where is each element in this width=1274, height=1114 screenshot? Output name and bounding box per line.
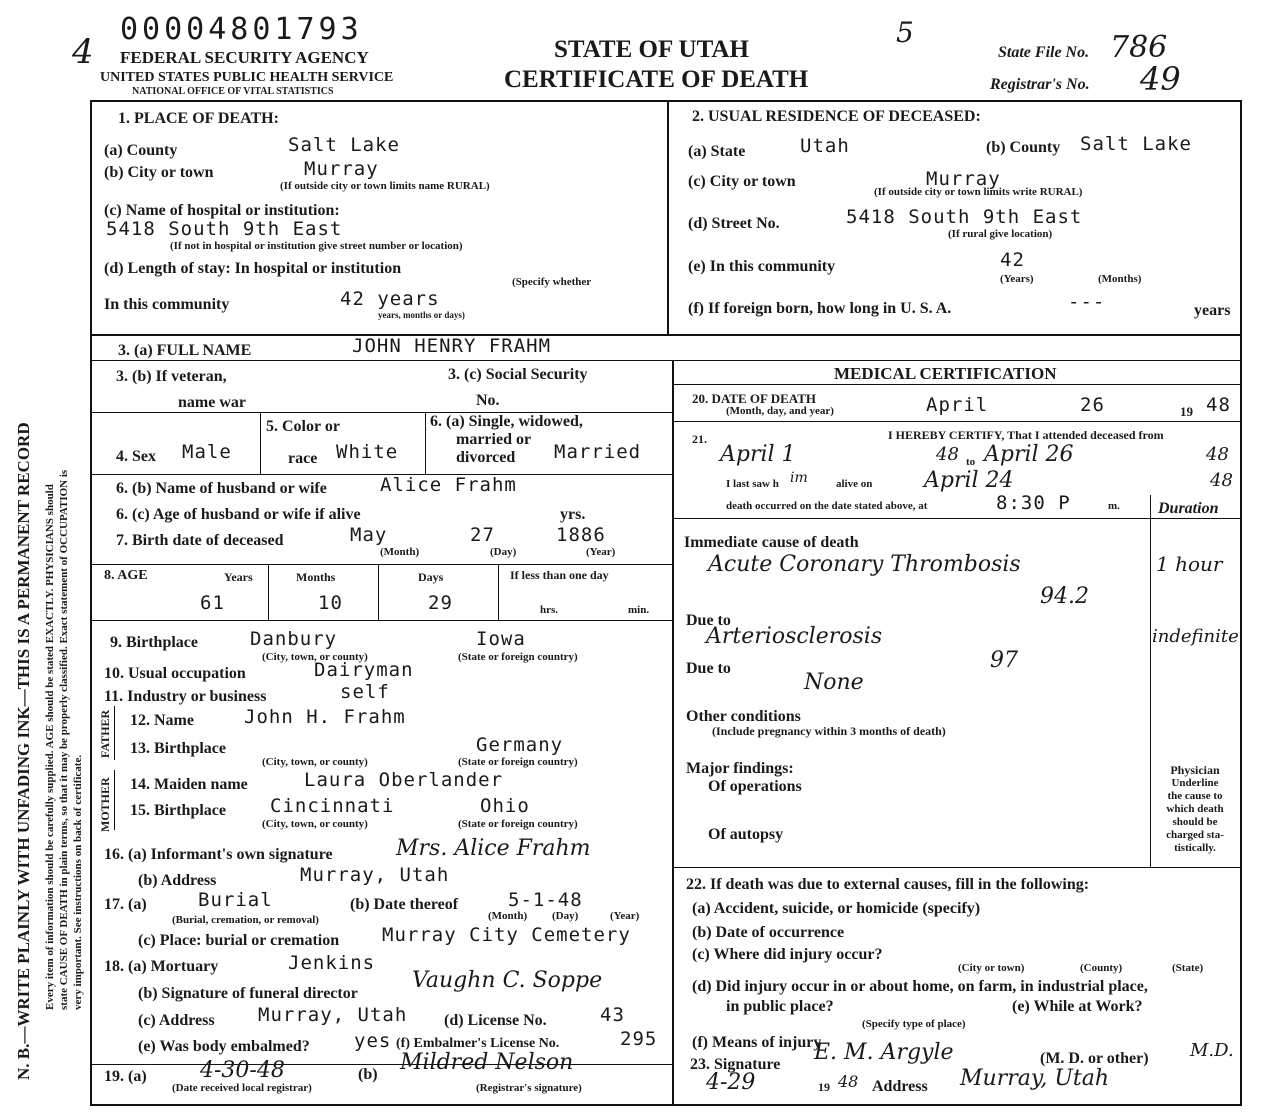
service: UNITED STATES PUBLIC HEALTH SERVICE [100,70,394,85]
veteran-sub: name war [178,394,246,411]
father-name: John H. Frahm [244,706,406,728]
embalmed-label: (e) Was body embalmed? [138,1038,310,1055]
due-to: Arteriosclerosis [706,624,883,649]
mother-state-note: (State or foreign country) [458,818,578,830]
race-label: race [288,450,318,467]
months-h: Months [296,570,336,584]
signature-year: 48 [838,1072,859,1091]
res-foreign-label: (f) If foreign born, how long in U. S. A. [688,300,952,317]
res-state: Utah [800,135,850,157]
registrar-no: 49 [1140,60,1181,98]
res-county: Salt Lake [1080,133,1192,155]
sig-year-prefix: 19 [818,1080,830,1094]
yrs: yrs. [560,506,586,523]
res-years: (Years) [1000,273,1034,285]
pod-county: Salt Lake [288,134,400,156]
agency: FEDERAL SECURITY AGENCY [120,48,369,67]
registrar-sig-label: (b) [358,1066,378,1083]
burial: Burial [198,889,273,911]
last-saw-year: 48 [1210,470,1233,491]
time: 8:30 P [996,492,1071,514]
dod-year: 48 [1206,394,1231,416]
death-occurred: death occurred on the date stated above, at [726,500,928,512]
spouse-label: 6. (b) Name of husband or wife [116,480,327,497]
margin-note-2: state CAUSE OF DEATH in plain terms, so that it may be properly classified. Exact statement of OCCUPATION is [58,469,70,1010]
burial-month: (Month) [488,910,528,922]
color-label: 5. Color or [266,418,340,435]
age-days: 29 [428,592,453,614]
other-label: Other conditions [686,708,801,725]
marital-label: 6. (a) Single, widowed, [430,413,583,430]
dod-label: 20. DATE OF DEATH [692,391,816,406]
res-street-label: (d) Street No. [688,215,780,232]
director-label: (b) Signature of funeral director [138,985,358,1002]
operations-label: Of operations [708,778,802,795]
pod-hospital: 5418 South 9th East [106,218,343,240]
license-label: (d) License No. [444,1012,547,1029]
margin-note-1: Every item of information should be carefully supplied. AGE should be stated EXACTLY. PHYSICIANS should [44,484,56,1010]
certify-num: 21. [692,432,707,446]
birth-year: 1886 [556,524,606,546]
attend-to-year: 48 [1206,444,1229,465]
office: NATIONAL OFFICE OF VITAL STATISTICS [132,86,334,97]
last-saw-label: I last saw h [726,478,779,490]
burial-day: (Day) [552,910,579,922]
res-heading: 2. USUAL RESIDENCE OF DECEASED: [692,108,981,125]
sex: Male [182,441,232,463]
days-h: Days [418,570,444,584]
informant-label: 16. (a) Informant's own signature [104,846,333,863]
mother-bp-label: 15. Birthplace [130,802,226,819]
received-note: (Date received local registrar) [172,1082,312,1094]
mother-bp-city: Cincinnati [270,795,395,817]
birthplace-state-note: (State or foreign country) [458,651,578,663]
address: Murray, Utah [300,864,450,886]
month-lbl: (Month) [380,546,420,558]
marital-sub1: married or [456,431,532,448]
father-city-note: (City, town, or county) [262,756,368,768]
address-label-med: Address [872,1078,928,1095]
min: min. [628,604,650,616]
pod-heading: 1. PLACE OF DEATH: [118,110,279,127]
address-label: (b) Address [138,872,217,889]
received: 4-30-48 [200,1058,285,1083]
duration-heading: Duration [1158,500,1219,517]
res-community: 42 [1000,249,1025,271]
margin-note-3: very important. See instructions on back of certificate. [72,754,84,1010]
due-to-label: Due to [686,612,731,629]
certify: I HEREBY CERTIFY, That I attended deceased from [888,428,1164,442]
pod-county-label: (a) County [104,142,178,159]
ss-sub: No. [476,392,500,409]
last-saw-h: im [790,470,808,486]
mother-bp-state: Ohio [480,795,530,817]
pod-community-label: In this community [104,296,230,313]
attend-from: April 1 [720,442,796,467]
signature-label: 23. Signature [690,1056,781,1073]
burial-note: (Burial, cremation, or removal) [172,914,319,926]
res-city-label: (c) City or town [688,173,796,190]
where-label: (c) Where did injury occur? [692,946,883,963]
corner-number: 5 [896,16,914,49]
pod-hospital-label: (c) Name of hospital or institution: [104,202,340,219]
less-day: If less than one day [510,568,609,582]
name-label: 3. (a) FULL NAME [118,342,252,359]
veteran-label: 3. (b) If veteran, [116,368,227,385]
place: Murray City Cemetery [382,924,631,946]
father-side-label: FATHER [98,709,112,758]
immediate-label: Immediate cause of death [684,534,859,551]
mortuary: Jenkins [288,952,376,974]
mort-addr: Murray, Utah [258,1004,408,1026]
specify-place: (Specify type of place) [862,1018,966,1030]
received-label: 19. (a) [104,1068,147,1085]
birth-month: May [350,524,388,546]
res-years-word: years [1194,302,1231,319]
corner-mark: 4 [72,32,94,72]
occupation: Dairyman [314,659,414,681]
to-label: to [966,456,976,468]
burial-label: 17. (a) [104,896,147,913]
birthplace-label: 9. Birthplace [110,634,198,651]
res-months: (Months) [1098,273,1142,285]
physician-note: Physician Underline the cause to which death should be charged sta- tistically. [1166,763,1224,854]
age-label: 8. AGE [104,568,148,583]
father-name-label: 12. Name [130,712,194,729]
burial-year: (Year) [610,910,640,922]
due-duration: indefinite [1152,626,1239,647]
age-years: 61 [200,592,225,614]
state-title: STATE OF UTAH [554,36,749,63]
mortuary-label: 18. (a) Mortuary [104,958,219,975]
physician-address: Murray, Utah [960,1066,1110,1091]
res-community-label: (e) In this community [688,258,836,275]
marital-sub2: divorced [456,449,516,466]
medical-heading: MEDICAL CERTIFICATION [834,364,1057,383]
sex-label: 4. Sex [116,448,156,465]
county-note: (County) [1080,962,1123,974]
res-state-label: (a) State [688,143,746,160]
code-1: 94.2 [1040,584,1089,609]
pod-community: 42 years [340,288,440,310]
burial-date-label: (b) Date thereof [350,896,459,913]
pod-city-label: (b) City or town [104,164,214,181]
embalmed: yes [354,1030,392,1052]
burial-date: 5-1-48 [508,889,583,911]
embalmer-label: (f) Embalmer's License No. [396,1036,560,1051]
day-lbl: (Day) [490,546,517,558]
place-label: (c) Place: burial or cremation [138,932,340,949]
city-town-note: (City or town) [958,962,1025,974]
registrar-label: Registrar's No. [990,76,1090,93]
due-to2: None [804,670,864,695]
birth-day: 27 [470,524,495,546]
res-foreign: --- [1068,291,1106,313]
accident-label: (a) Accident, suicide, or homicide (specify) [692,900,981,917]
father-state-note: (State or foreign country) [458,756,578,768]
cert-title: CERTIFICATE OF DEATH [504,66,809,93]
mother-name: Laura Oberlander [304,769,504,791]
spouse-age-label: 6. (c) Age of husband or wife if alive [116,506,361,523]
md-label: (M. D. or other) [1040,1050,1149,1067]
res-city-note: (If outside city or town limits write RURAL) [874,186,1083,198]
due-to2-label: Due to [686,660,731,677]
alive-on: alive on [836,478,873,490]
immediate-cause: Acute Coronary Thrombosis [708,552,1021,577]
years-h: Years [224,570,253,584]
marital: Married [554,441,642,463]
res-county-label: (b) County [986,139,1061,156]
registrar-note: (Registrar's signature) [476,1082,582,1094]
res-street-note: (If rural give location) [948,228,1053,240]
race: White [336,441,399,463]
pod-hospital-note: (If not in hospital or institution give street number or location) [170,240,463,252]
home-label: (d) Did injury occur in or about home, on farm, in industrial place, [692,978,1148,995]
year-lbl: (Year) [586,546,616,558]
ss-label: 3. (c) Social Security [448,366,588,383]
pod-city-note: (If outside city or town limits name RURAL) [280,180,490,192]
mother-side-label: MOTHER [98,777,112,832]
birthplace-city: Danbury [250,628,338,650]
mort-addr-label: (c) Address [138,1012,215,1029]
last-saw: April 24 [924,468,1014,493]
attend-from-year: 48 [936,444,959,465]
autopsy-label: Of autopsy [708,826,784,843]
industry-label: 11. Industry or business [104,688,267,705]
age-months: 10 [318,592,343,614]
registrar-signature: Mildred Nelson [400,1050,574,1075]
serial-number: 00004801793 [120,12,363,47]
state-note: (State) [1172,962,1204,974]
res-city: Murray [926,168,1001,190]
mother-name-label: 14. Maiden name [130,776,248,793]
md-hand: M.D. [1190,1040,1234,1061]
pod-city: Murray [304,158,379,180]
pod-specify: (Specify whether [512,276,592,288]
director-signature: Vaughn C. Soppe [412,968,603,993]
father-bp: Germany [476,734,564,756]
industry: self [340,681,390,703]
dod-sub: (Month, day, and year) [726,405,834,417]
occurrence-label: (b) Date of occurrence [692,924,845,941]
occupation-label: 10. Usual occupation [104,665,246,682]
other-note: (Include pregnancy within 3 months of death) [712,724,946,738]
margin-warning: N. B.—WRITE PLAINLY WITH UNFADING INK—THIS IS A PERMANENT RECORD [14,422,33,1080]
pod-stay-label: (d) Length of stay: In hospital or institution [104,260,402,277]
birth-label: 7. Birth date of deceased [116,532,284,549]
birthplace-state: Iowa [476,628,526,650]
signature-date: 4-29 [706,1070,756,1095]
spouse: Alice Frahm [380,474,517,496]
public-label: in public place? [726,998,834,1015]
mother-city-note: (City, town, or county) [262,818,368,830]
code-2: 97 [990,648,1018,673]
birthplace-city-note: (City, town, or county) [262,651,368,663]
external-label: 22. If death was due to external causes, fill in the following: [686,876,1090,893]
license: 43 [600,1004,625,1026]
embalmer: 295 [620,1028,658,1050]
means-label: (f) Means of injury [692,1034,822,1051]
time-m: m. [1108,500,1120,512]
work-label: (e) While at Work? [1012,998,1143,1015]
state-file-no: 786 [1110,30,1168,65]
major-label: Major findings: [686,760,794,777]
state-file-label: State File No. [998,44,1090,61]
full-name: JOHN HENRY FRAHM [352,335,552,357]
dod-year-prefix: 19 [1180,404,1193,419]
father-bp-label: 13. Birthplace [130,740,226,757]
hrs: hrs. [540,604,559,616]
dod-month: April [926,394,989,416]
immediate-duration: 1 hour [1156,552,1223,576]
dod-day: 26 [1080,394,1105,416]
physician-signature: E. M. Argyle [814,1040,954,1065]
attend-to: April 26 [984,442,1074,467]
pod-community-note: years, months or days) [378,310,465,320]
res-street: 5418 South 9th East [846,206,1083,228]
informant-signature: Mrs. Alice Frahm [396,836,591,861]
